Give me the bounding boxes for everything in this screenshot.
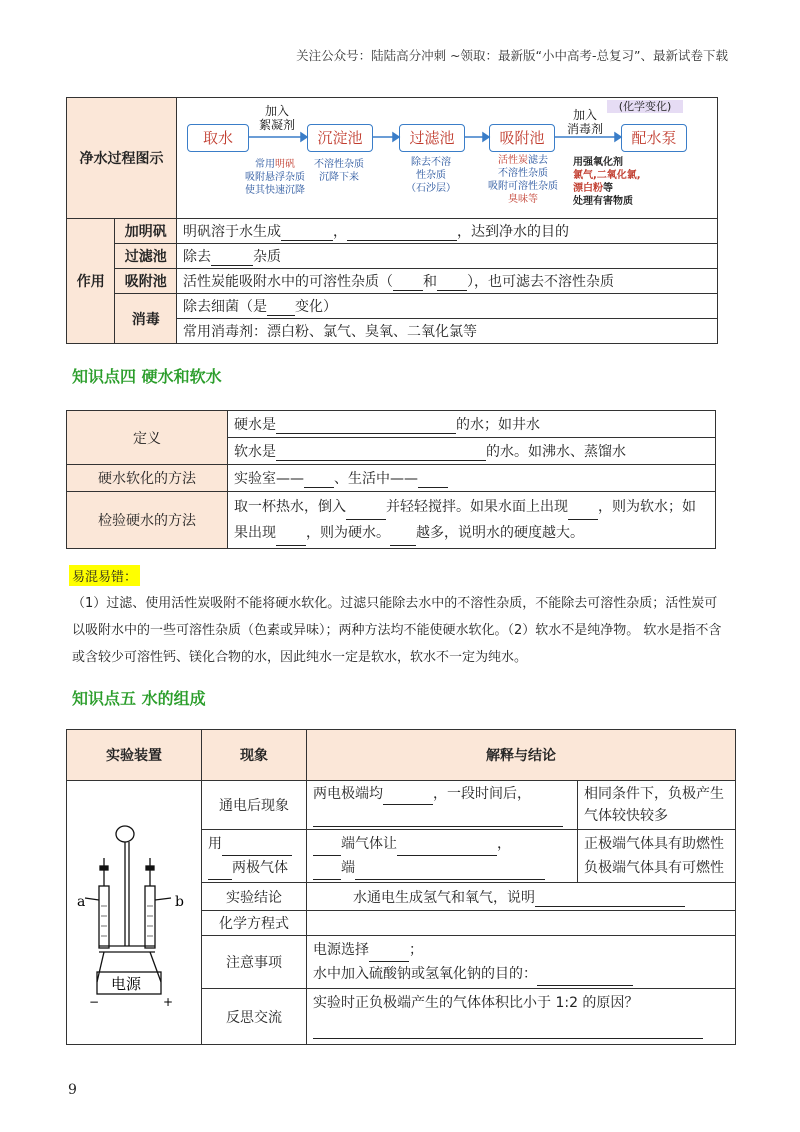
r2-text: 端气体让 ， 端 — [307, 830, 578, 883]
r6-text: 实验时正负极端产生的气体体积比小于 1:2 的原因？ — [307, 989, 736, 1045]
r3-label: 实验结论 — [202, 883, 307, 911]
row-adsorb-text: 活性炭能吸附水中的可溶性杂质（ 和 ），也可滤去不溶性杂质 — [177, 269, 718, 294]
test-method-label: 检验硬水的方法 — [67, 492, 228, 549]
flow-desc-settling-agent: 常用明矾 吸附悬浮杂质 使其快速沉降 — [245, 159, 305, 196]
row-alum-label: 加明矾 — [115, 219, 177, 244]
apparatus-cell — [67, 781, 202, 1045]
r1-label: 通电后现象 — [202, 781, 307, 830]
electrolysis-apparatus — [67, 796, 201, 1026]
col-explanation: 解释与结论 — [307, 730, 736, 781]
r1-text: 两电极端均 ，一段时间后， — [307, 781, 578, 830]
flow-box-pump: 配水泵 — [621, 124, 687, 152]
hard-water-def: 硬水是 的水；如井水 — [228, 411, 716, 438]
minus-label: − — [89, 994, 100, 1009]
soften-method-label: 硬水软化的方法 — [67, 465, 228, 492]
row-disinfect-label: 消毒 — [115, 294, 177, 344]
col-phenomenon: 现象 — [202, 730, 307, 781]
note-text: （1）过滤、使用活性炭吸附不能将硬水软化。过滤只能除去水中的不溶性杂质，不能除去可溶性杂质；活性炭可以吸附水中的一些可溶性杂质（色素或异味）；两种方法均不能使硬水软化。（2）软水不是纯净物。 软水是指不含或含较少可溶性钙、镁化合物的水，因此纯水一定是软水，软水不一定为纯水。 — [72, 596, 722, 665]
r3-text: 水通电生成氢气和氧气，说明 — [307, 883, 736, 911]
test-method-text: 取一杯热水，倒入 并轻轻搅拌。如果水面上出现 ，则为软水；如 果出现 ，则为硬水。 越多，说明水的硬度越大。 — [228, 492, 716, 549]
arrow4-label-bottom: 消毒剂 — [566, 122, 603, 136]
flow-desc-filter: 除去不溶 性杂质 （石沙层） — [406, 157, 456, 194]
r5-label: 注意事项 — [202, 936, 307, 989]
r4-text — [307, 911, 736, 936]
flow-desc-adsorb: 活性炭滤去 不溶性杂质 吸附可溶性杂质 臭味等 — [488, 155, 558, 205]
arrow4-label-top: 加入 — [572, 108, 597, 122]
plus-label: + — [163, 994, 174, 1009]
col-apparatus: 实验装置 — [67, 730, 202, 781]
hard-soft-water-table — [66, 410, 716, 549]
flow-diagram — [177, 98, 717, 218]
effect-label: 作用 — [67, 219, 115, 344]
section5-title: 知识点五 水的组成 — [72, 689, 206, 708]
flow-box-adsorb: 吸附池 — [489, 124, 555, 152]
water-composition-table — [66, 729, 736, 1045]
process-label: 净水过程图示 — [67, 98, 177, 219]
row-disinfectants-text: 常用消毒剂：漂白粉、氯气、臭氧、二氧化氯等 — [177, 319, 718, 344]
electrode-b-label: b — [175, 893, 184, 910]
purification-table — [66, 97, 718, 344]
chemical-change-tag: (化学变化) — [607, 100, 683, 113]
flow-diagram-cell — [177, 98, 718, 219]
row-alum-text: 明矾溶于水生成 ， ，达到净水的目的 — [177, 219, 718, 244]
flow-desc-disinfect: 用强氧化剂 氯气,二氧化氯, 漂白粉等 处理有害物质 — [573, 157, 641, 207]
definition-label: 定义 — [67, 411, 228, 465]
row-filter-text: 除去 杂质 — [177, 244, 718, 269]
r6-label: 反思交流 — [202, 989, 307, 1045]
r2-label: 用 两极气体 — [202, 830, 307, 883]
soften-method-text: 实验室—— 、生活中—— — [228, 465, 716, 492]
flow-box-intake: 取水 — [187, 124, 249, 152]
row-filter-label: 过滤池 — [115, 244, 177, 269]
row-disinfect-text: 除去细菌（是 变化） — [177, 294, 718, 319]
flow-desc-settling: 不溶性杂质 沉降下来 — [314, 159, 364, 183]
power-label: 电源 — [111, 974, 142, 993]
note-tag: 易混易错： — [69, 565, 140, 586]
r2-conclusion: 正极端气体具有助燃性 负极端气体具有可燃性 — [578, 830, 736, 883]
flow-box-settling: 沉淀池 — [307, 124, 373, 152]
row-adsorb-label: 吸附池 — [115, 269, 177, 294]
flow-box-filter: 过滤池 — [399, 124, 465, 152]
electrode-a-label: a — [77, 893, 86, 910]
soft-water-def: 软水是 的水。如沸水、蒸馏水 — [228, 438, 716, 465]
page-header: 关注公众号：陆陆高分冲刺 ~领取：最新版“小中高考-总复习”、最新试卷下载 — [296, 48, 728, 63]
arrow1-label-top: 加入 — [264, 104, 289, 118]
r5-text: 电源选择 ； 水中加入硫酸钠或氢氧化钠的目的： — [307, 936, 736, 989]
page-number: 9 — [68, 1082, 77, 1098]
section4-title: 知识点四 硬水和软水 — [72, 367, 222, 386]
r1-conclusion: 相同条件下，负极产生气体较快较多 — [578, 781, 736, 830]
r4-label: 化学方程式 — [202, 911, 307, 936]
arrow1-label-bottom: 絮凝剂 — [258, 118, 295, 132]
